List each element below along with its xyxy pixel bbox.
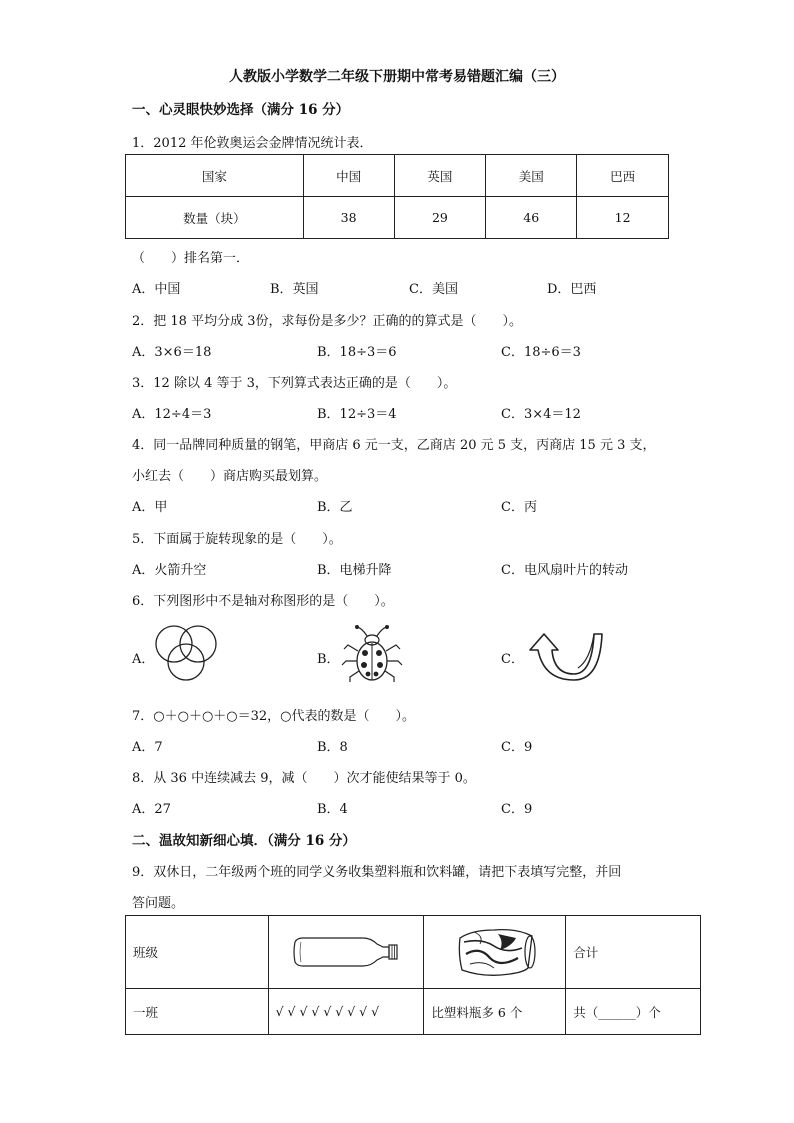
- question-6: 6．下列图形中不是轴对称图形的是（ ）。: [132, 594, 394, 609]
- table-cell: 46: [486, 197, 577, 239]
- option-a: A．12÷4＝3: [132, 407, 212, 422]
- option-b: B．12÷3＝4: [317, 407, 397, 422]
- ladybug-figure: [338, 623, 406, 687]
- table-header-cell: 班级: [126, 916, 269, 989]
- option-a: A．甲: [132, 500, 168, 515]
- table-cell: 38: [303, 197, 394, 239]
- option-c: C．电风扇叶片的转动: [501, 563, 628, 578]
- table-row-label: 一班: [126, 989, 269, 1035]
- table-header-cell: 合计: [566, 916, 701, 989]
- page-title: 人教版小学数学二年级下册期中常考易错题汇编（三）: [229, 69, 565, 85]
- option-b: B．电梯升降: [317, 563, 392, 578]
- option-a: A．27: [132, 802, 171, 817]
- option-b: B．英国: [270, 282, 319, 297]
- option-a: A．3×6＝18: [132, 345, 212, 360]
- option-c: C．美国: [409, 282, 458, 297]
- question-5: 5．下面属于旋转现象的是（ ）。: [132, 532, 342, 547]
- three-circles-figure: [150, 622, 226, 684]
- table-cell: 29: [394, 197, 486, 239]
- question-4: 4．同一品牌同种质量的钢笔，甲商店 6 元一支，乙商店 20 元 5 支，丙商店 15 元 3 支，: [132, 438, 656, 453]
- option-c: C．: [501, 652, 524, 667]
- question-7: 7．○＋○＋○＋○＝32，○代表的数是（ ）。: [132, 709, 416, 724]
- can-cell: [424, 916, 566, 989]
- table-cell: 比塑料瓶多 6 个: [424, 989, 566, 1035]
- option-b: B．: [317, 652, 340, 667]
- recycling-table: [125, 915, 701, 1035]
- table-header-cell: 英国: [394, 155, 486, 197]
- option-b: B．乙: [317, 500, 353, 515]
- option-c: C．3×4＝12: [501, 407, 581, 422]
- question-2: 2．把 18 平均分成 3份，求每份是多少？正确的的算式是（ ）。: [132, 314, 522, 329]
- question-1: 1．2012 年伦敦奥运会金牌情况统计表．: [132, 136, 373, 151]
- question-3: 3．12 除以 4 等于 3，下列算式表达正确的是（ ）。: [132, 376, 457, 391]
- table-row-label: 数量（块）: [126, 197, 304, 239]
- table-header-cell: 美国: [486, 155, 577, 197]
- option-b: B．4: [317, 802, 348, 817]
- option-b: B．8: [317, 740, 348, 755]
- option-c: C．9: [501, 802, 533, 817]
- section-heading-2: 二、温故知新细心填．（满分 16 分）: [132, 833, 356, 849]
- question-1-stem: （ ）排名第一．: [132, 251, 250, 266]
- option-a: A．7: [132, 740, 163, 755]
- table-cell: 12: [577, 197, 669, 239]
- plastic-bottle-icon: [291, 930, 401, 974]
- section-heading-1: 一、心灵眼快妙选择（满分 16 分）: [132, 102, 350, 118]
- table-header-cell: 国家: [126, 155, 304, 197]
- table-header-cell: 巴西: [577, 155, 669, 197]
- question-4-line2: 小红去（ ）商店购买最划算。: [132, 469, 328, 484]
- option-a: A．: [132, 652, 155, 667]
- option-c: C．丙: [501, 500, 537, 515]
- plastic-bottle-cell: [268, 916, 424, 989]
- gold-medal-table: [125, 154, 669, 239]
- total-blank-cell[interactable]: 共（______）个: [566, 989, 701, 1035]
- table-header-cell: 中国: [303, 155, 394, 197]
- option-b: B．18÷3＝6: [317, 345, 397, 360]
- option-d: D．巴西: [547, 282, 597, 297]
- question-9-line2: 答问题。: [132, 896, 185, 911]
- option-c: C．18÷6＝3: [501, 345, 581, 360]
- question-9: 9．双休日，二年级两个班的同学义务收集塑料瓶和饮料罐，请把下表填写完整，并回: [132, 865, 622, 880]
- option-a: A．火箭升空: [132, 563, 207, 578]
- option-c: C．9: [501, 740, 533, 755]
- curved-arrow-figure: [522, 630, 604, 682]
- question-8: 8．从 36 中连续减去 9，减（ ）次才能使结果等于 0。: [132, 771, 476, 786]
- crushed-can-icon: [454, 924, 536, 980]
- tally-checks: √ √ √ √ √ √ √ √ √: [268, 989, 424, 1035]
- option-a: A．中国: [132, 282, 181, 297]
